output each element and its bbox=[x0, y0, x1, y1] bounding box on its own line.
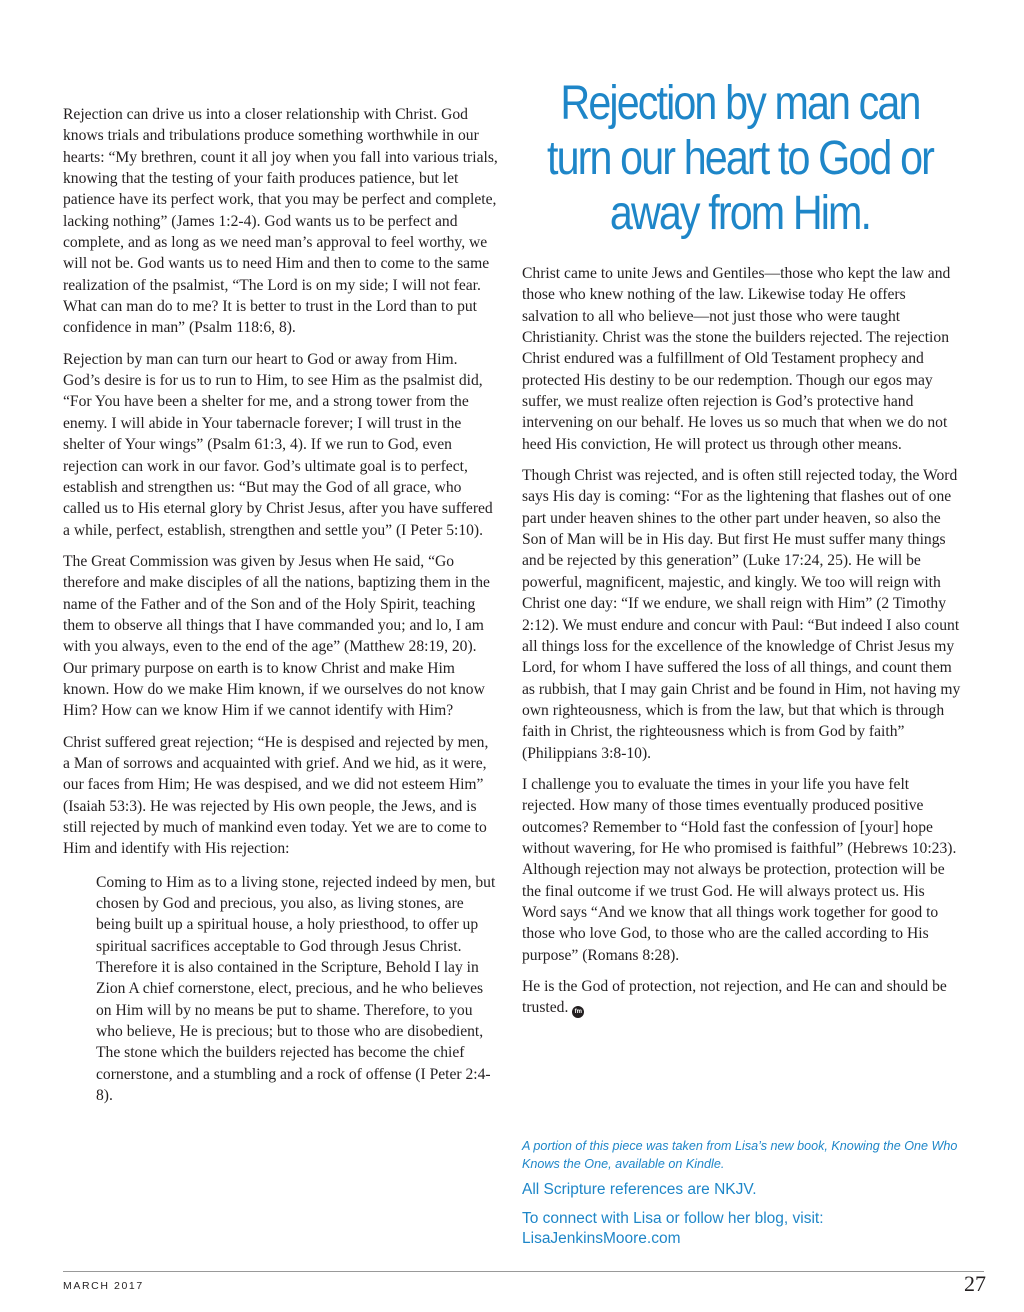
body-paragraph: I challenge you to evaluate the times in your life you have felt rejected. How many of those times eventually produced positive outcomes? Remember to “Hold fast the confession of [your] hope without wavering, for He who promised is faithful” (Hebrews 10:23). Although rejection may not always be protection, protection will be the final outcome if we trust God. He will always protect us. His Word says “And we know that all things work together for good to those who love God, to those who are the called according to His purpose” (Romans 8:28). bbox=[522, 775, 957, 964]
body-paragraph: Christ suffered great rejection; “He is despised and rejected by men, a Man of sorrows and acquainted with grief. And we hid, as it were, our faces from Him; He was despised, and we did not esteem Him” (Isaiah 53:3). He was rejected by His own people, the Jews, and is still rejected by much of mankind even today. Yet we are to come to Him and identify with His rejection: bbox=[63, 733, 489, 858]
connect-text: To connect with Lisa or follow her blog, visit: bbox=[522, 1210, 824, 1227]
body-paragraph: The Great Commission was given by Jesus when He said, “Go therefore and make disciples of all the nations, baptizing them in the name of the Father and of the Son and of the Holy Spirit, teaching them to observe all things that I have commanded you; and lo, I am with you always, even to the end of the age” (Matthew 28:19, 20). Our primary purpose on earth is to know Christ and make Him known. How do we make Him known, if we ourselves do not know Him? How can we know Him if we cannot identify with Him? bbox=[63, 552, 490, 720]
footer-divider bbox=[63, 1271, 984, 1272]
footer-issue-date: MARCH 2017 bbox=[63, 1280, 144, 1292]
closing-paragraph bbox=[522, 976, 962, 1019]
body-paragraph: Rejection by man can turn our heart to God or away from Him. God’s desire is for us to run to Him, to see Him as the psalmist did, “For You have been a shelter for me, and a strong tower from the enemy. I will abide in Your tabernacle forever; I will trust in the shelter of Your wings” (Psalm 61:3, 4). If we run to God, even rejection can work in our favor. God’s ultimate goal is to perfect, establish and strengthen us: “But may the God of all grace, who called us to His eternal glory by Christ Jesus, after you have suffered a while, perfect, establish, strengthen and settle you” (I Peter 5:10). bbox=[63, 350, 493, 539]
book-note: A portion of this piece was taken from Lisa’s new book, Knowing the One Who Knows the One, available on Kindle. bbox=[522, 1139, 958, 1171]
left-column bbox=[63, 104, 498, 1106]
blog-link[interactable]: LisaJenkinsMoore.com bbox=[522, 1230, 681, 1247]
body-paragraph: Christ came to unite Jews and Gentiles—those who kept the law and those who knew nothing of the law. Likewise today He offers salvation to all who believe—not just those who were taught Christianity. Christ was the stone the builders rejected. The rejection Christ endured was a fulfillment of Old Testament prophecy and protected His destiny to be our redemption. Though our egos may suffer, we must realize often rejection is God’s protective hand intervening on our behalf. He loves us so much that when we do not heed His conviction, He will protect us through other means. bbox=[522, 265, 951, 453]
body-paragraph: Rejection can drive us into a closer relationship with Christ. God knows trials and tribulations produce something worthwhile in our hearts: “My brethren, count it all joy when you fall into various trials, knowing that the testing of your faith produces patience, but let patience have its perfect work, that you may be perfect and complete, lacking nothing” (James 1:2-4). God wants us to be perfect and complete, and as long as we need man’s approval to feel worthy, we will not be. God wants us to need Him and then to come to the same realization of the psalmist, “The Lord is on my side; I will not fear. What can man do to me? It is better to trust in the Lord than to put confidence in man” (Psalm 118:6, 8). bbox=[63, 106, 498, 337]
body-paragraph: Though Christ was rejected, and is often still rejected today, the Word says His day is coming: “For as the lightening that flashes out of one part under heaven shines to the other part under heaven, so also the Son of Man will be in His day. But first He must suffer many things and be rejected by this generation” (Luke 17:24, 25). He will be powerful, magnificent, majestic, and kingly. We too will reign with Christ one day: “If we endure, we shall reign with Him” (2 Timothy 2:12). We must endure and concur with Paul: “But indeed I also count all things loss for the excellence of the knowledge of Christ Jesus my Lord, for whom I have suffered the loss of all things, and count them as rubbish, that I may gain Christ and be found in Him, not having my own righteousness, which is from the law, but that which is through faith in Christ, the righteousness which is from God by faith” (Philippians 3:8-10). bbox=[522, 467, 961, 762]
page-number: 27 bbox=[964, 1271, 986, 1296]
scripture-block-quote: Coming to Him as to a living stone, rejected indeed by men, but chosen by God and precious, you also, as living stones, are being built up a spiritual house, a holy priesthood, to offer up spiritual sacrifices acceptable to God through Jesus Christ. Therefore it is also contained in the Scripture, Behold I lay in Zion A chief cornerstone, elect, precious, and he who believes on Him will by no means be put to shame. Therefore, to you who believe, He is precious; but to those who are disobedient, The stone which the builders rejected has become the chief cornerstone, and a stumbling and a rock of offense (I Peter 2:4-8). bbox=[96, 873, 496, 1105]
pull-quote: Rejection by man can turn our heart to God or away from Him. bbox=[547, 77, 933, 240]
connect-note bbox=[522, 1209, 972, 1249]
scripture-version-note: All Scripture references are NKJV. bbox=[522, 1181, 757, 1198]
closing-text: He is the God of protection, not rejection, and He can and should be trusted. bbox=[522, 978, 947, 1017]
end-mark-icon: fm bbox=[572, 1006, 584, 1018]
right-column bbox=[522, 263, 962, 1029]
